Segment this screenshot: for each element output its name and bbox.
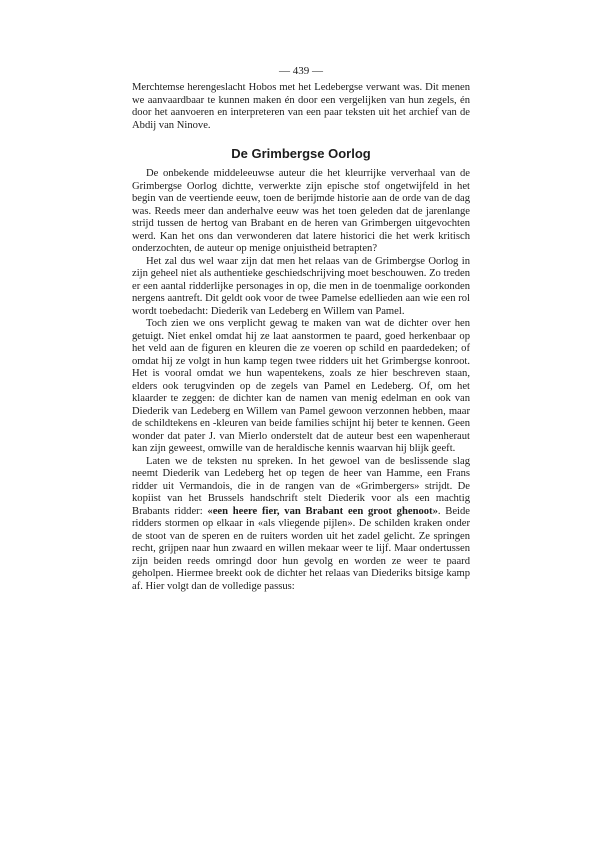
paragraph-4-rest: . Beide ridders stormen op elkaar in «als vliegende pijlen». De schilden kraken onder de stoot van de speren en de ruiters worden uit het zadel gelicht. Ze springen recht, grijpen naar hun zwaard en willen mekaar weer te lijf. Maar ondertussen zijn beiden reeds omringd door hun gevolg en worden ze weer te paard geholpen. Hiermee breekt ook de dichter het relaas van Diederiks bitsige kamp af. Hier volgt dan de volledige passus:: [132, 505, 470, 592]
page-number: — 439 —: [279, 65, 323, 77]
section-title: De Grimbergse Oorlog: [231, 146, 371, 161]
intro-paragraph: Merchtemse herengeslacht Hobos met het Ledebergse verwant was. Dit menen we aanvaardbaar te kunnen maken én door een vergelijken van hun zegels, én door het aanvoeren en interpreteren van een paar teksten uit het archief van de Abdij van Ninove.: [132, 82, 470, 131]
book-page: [132, 64, 470, 593]
paragraph-4-quote: «een heere fier, van Brabant een groot ghenoot»: [207, 505, 438, 517]
paragraph-3: Toch zien we ons verplicht gewag te maken van wat de dichter over hen getuigt. Niet enkel omdat hij ze laat aanstormen te paard, goed herkenbaar op het veld aan de figuren en kleuren die ze voeren op schild en paardedeken; of omdat hij ze volgt in hun kamp tegen twee ridders uit het Grimbergse konroot. Het is vooral omdat we hun wapentekens, zoals ze hier beschreven staan, elders ook terugvinden op de zegels van Pamel en Ledeberg. Of, om het klaarder te zeggen: de dichter kan de namen van menig edelman en ook van Diederik van Ledeberg en Willem van Pamel gewoon verzonnen hebben, maar de schildtekens en -kleuren van beide families schijnt hij beter te kennen. Geen wonder dat pater J. van Mierlo onderstelt dat de auteur best een wapenheraut kan zijn geweest, omwille van de heraldische kennis waarvan hij blijk geeft.: [132, 318, 470, 454]
paragraph-1: De onbekende middeleeuwse auteur die het kleurrijke ververhaal van de Grimbergse Oorlog dichtte, verwerkte zijn epische stof ongetwijfeld in het begin van de veertiende eeuw, toen de berijmde historie aan de orde van de dag was. Reeds meer dan anderhalve eeuw was het toen geleden dat de jarenlange strijd tussen de hertog van Brabant en de heren van Grimbergen uitgevochten werd. Kan het ons dan verwonderen dat latere historici die het werk kritisch onderzochten, de auteur op menige onjuistheid betrapten?: [132, 168, 470, 254]
paragraph-4-lead: Laten we de teksten nu spreken. In het gewoel van de beslissende slag neemt Diederik van Ledeberg het op tegen de heer van Hamme, een Frans ridder uit Vermandois, die in de rangen van de «Grimbergers» strijdt. De kopiist van het Brussels handschrift stelt Diederik voor als een machtig Brabants ridder:: [132, 455, 470, 517]
paragraph-4: [132, 456, 470, 594]
paragraph-2: Het zal dus wel waar zijn dat men het relaas van de Grimbergse Oorlog in zijn geheel niet als authentieke geschiedschrijving moet beschouwen. Zo treden er een aantal ridderlijke personages in op, die men in de toenmalige oorkonden nergens aantreft. Dit geldt ook voor de twee Pamelse edellieden aan wie een rol wordt toebedacht: Diederik van Ledeberg en Willem van Pamel.: [132, 255, 470, 317]
